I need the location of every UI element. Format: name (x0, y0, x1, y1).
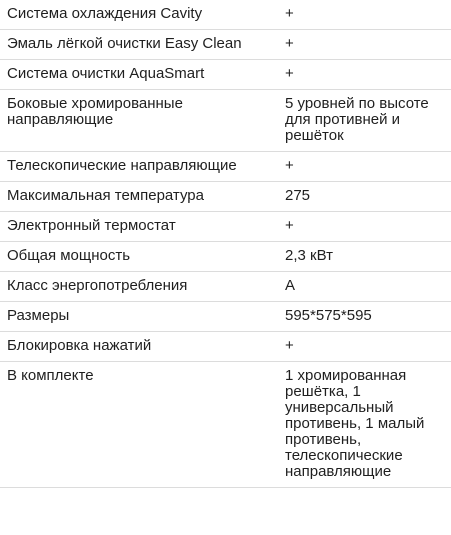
spec-name: Боковые хромированные направляющие (0, 90, 275, 152)
spec-name: Электронный термостат (0, 212, 275, 242)
spec-name: Максимальная температура (0, 182, 275, 212)
spec-name: Размеры (0, 302, 275, 332)
spec-value: 5 уровней по высоте для противней и решёток (275, 90, 451, 152)
spec-name: Общая мощность (0, 242, 275, 272)
table-row (0, 90, 451, 152)
spec-name: Класс энергопотребления (0, 272, 275, 302)
spec-value: + (275, 152, 451, 182)
spec-value: + (275, 60, 451, 90)
spec-name: Система очистки AquaSmart (0, 60, 275, 90)
table-row (0, 302, 451, 332)
spec-name: Блокировка нажатий (0, 332, 275, 362)
spec-value: 1 хромированная решётка, 1 универсальный противень, 1 малый противень, телескопические направляющие (275, 362, 451, 488)
spec-name: В комплекте (0, 362, 275, 488)
table-row (0, 30, 451, 60)
table-row (0, 152, 451, 182)
spec-name: Телескопические направляющие (0, 152, 275, 182)
table-row (0, 212, 451, 242)
spec-value: + (275, 212, 451, 242)
table-row (0, 272, 451, 302)
spec-value: 595*575*595 (275, 302, 451, 332)
table-row (0, 0, 451, 30)
table-row (0, 242, 451, 272)
spec-value: 275 (275, 182, 451, 212)
spec-value: + (275, 30, 451, 60)
table-row (0, 362, 451, 488)
spec-value: + (275, 332, 451, 362)
spec-value: A (275, 272, 451, 302)
spec-value: + (275, 0, 451, 30)
table-row (0, 60, 451, 90)
spec-name: Эмаль лёгкой очистки Easy Clean (0, 30, 275, 60)
table-row (0, 332, 451, 362)
spec-value: 2,3 кВт (275, 242, 451, 272)
spec-name: Система охлаждения Cavity (0, 0, 275, 30)
table-row (0, 182, 451, 212)
